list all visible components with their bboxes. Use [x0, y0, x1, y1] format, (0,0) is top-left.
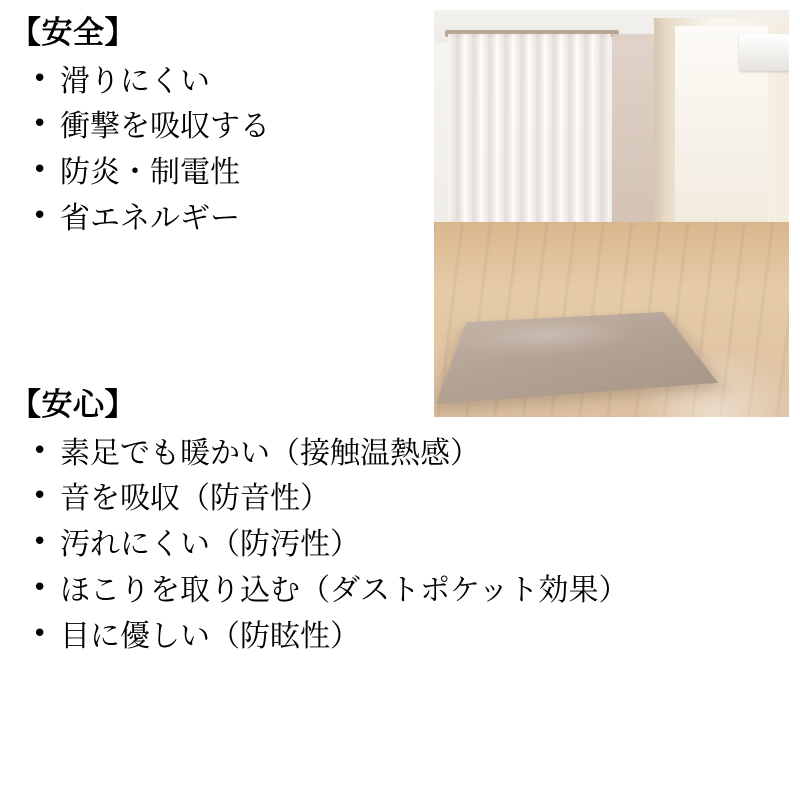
- list-item-row: [60, 197, 424, 241]
- section-relief-heading: 【安心】: [10, 387, 136, 423]
- list-item-term: 音を吸収: [60, 481, 180, 517]
- section-safety-heading: 【安全】: [10, 15, 136, 51]
- room-photo: [434, 10, 789, 417]
- list-item-note: （防眩性）: [210, 618, 360, 654]
- list-item: [10, 569, 770, 613]
- photo-curtain: [448, 34, 611, 246]
- list-item-row: [60, 151, 424, 195]
- list-item: [10, 523, 770, 567]
- list-item-note: （防汚性）: [210, 527, 360, 563]
- list-item-note: （ダストポケット効果）: [300, 573, 629, 609]
- list-item-term: 省エネルギー: [60, 201, 240, 237]
- list-item-term: 汚れにくい: [60, 527, 210, 563]
- list-item-row: [60, 105, 424, 149]
- list-item: [10, 60, 424, 104]
- list-item: [10, 197, 424, 241]
- list-item: [10, 477, 770, 521]
- list-item-term: 滑りにくい: [60, 63, 210, 99]
- section-safety: [10, 14, 424, 243]
- air-conditioner-icon: [739, 34, 789, 71]
- photo-curtain-side: [612, 34, 655, 238]
- list-item: [10, 105, 424, 149]
- list-item: [10, 432, 770, 476]
- list-item: [10, 151, 424, 195]
- list-item-term: 防炎・制電性: [60, 155, 240, 191]
- list-item-term: 衝撃を吸収する: [60, 109, 270, 145]
- section-safety-list: [10, 60, 424, 241]
- list-item: [10, 615, 770, 659]
- list-item-note: （接触温熱感）: [270, 435, 480, 471]
- room-photo-scene: [434, 10, 789, 417]
- list-item-note: （防音性）: [180, 481, 330, 517]
- section-relief-list: [10, 432, 770, 659]
- list-item-term: ほこりを取り込む: [60, 573, 300, 609]
- list-item-term: 素足でも暖かい: [60, 435, 270, 471]
- list-item-row: [60, 60, 424, 104]
- list-item-term: 目に優しい: [60, 618, 210, 654]
- section-relief: [10, 386, 770, 661]
